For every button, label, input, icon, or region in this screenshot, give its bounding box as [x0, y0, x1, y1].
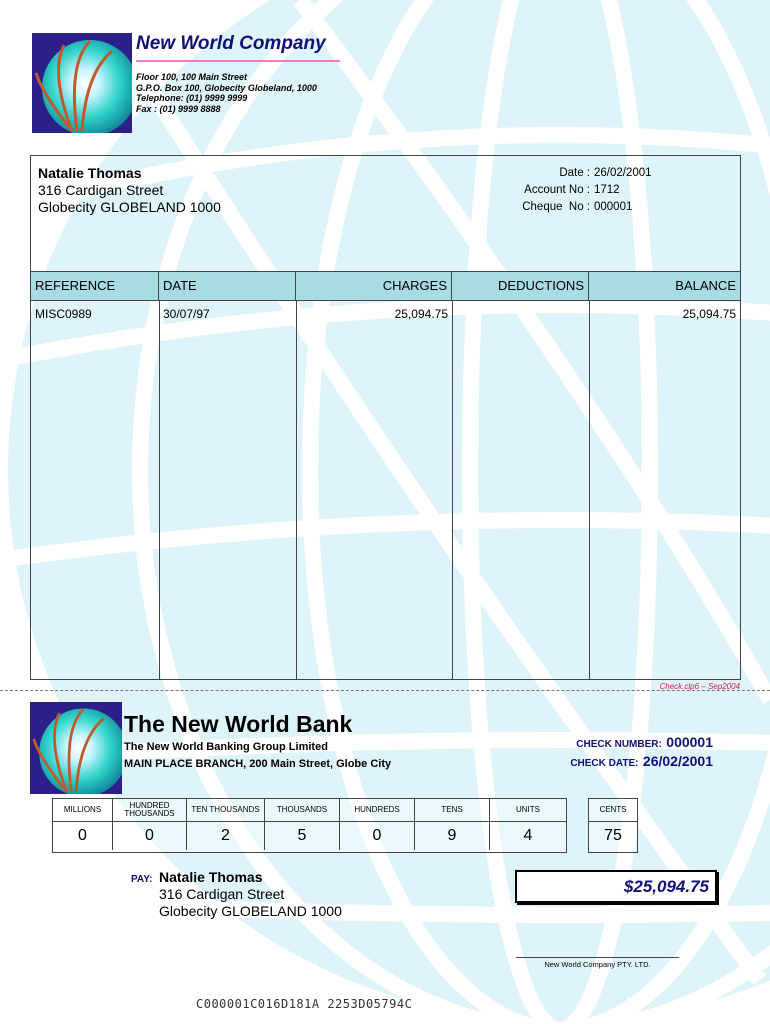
check-number-value: 000001: [666, 734, 713, 750]
tear-line: [0, 690, 770, 691]
company-address-line: Floor 100, 100 Main Street: [136, 72, 248, 82]
digit-header-millions: MILLIONS: [53, 799, 113, 821]
digit-millions: 0: [53, 822, 113, 850]
digit-header-hundred-thousands: HUNDRED THOUSANDS: [113, 799, 187, 821]
digit-tens: 9: [415, 822, 490, 850]
cents-box: [588, 798, 638, 853]
digit-thousands: 5: [265, 822, 340, 850]
account-label: Account No :: [524, 184, 590, 196]
cheque-value: 000001: [594, 201, 633, 213]
column-header-reference: REFERENCE: [31, 272, 159, 300]
digit-header-thousands: THOUSANDS: [265, 799, 340, 821]
recipient-name: Natalie Thomas: [38, 165, 142, 181]
recipient-city: Globecity GLOBELAND 1000: [38, 199, 221, 215]
company-logo: [32, 33, 132, 133]
header-underline: [31, 300, 740, 301]
column-header-date: DATE: [159, 272, 296, 300]
date-label: Date :: [559, 167, 590, 179]
payee-street: 316 Cardigan Street: [159, 886, 285, 902]
digit-ten-thousands: 2: [187, 822, 265, 850]
column-divider: [159, 300, 160, 680]
amount-value: $25,094.75: [623, 877, 709, 896]
cents-header-divider: [589, 821, 637, 822]
column-divider: [452, 300, 453, 680]
digit-header-units: UNITS: [516, 805, 540, 814]
digit-header-divider: [53, 821, 566, 822]
check-date-row: [570, 753, 713, 771]
digit-hundreds: 0: [340, 822, 415, 850]
company-phone: Telephone: (01) 9999 9999: [136, 93, 248, 103]
bank-branch: MAIN PLACE BRANCH, 200 Main Street, Globe City: [124, 758, 392, 770]
column-header-charges: CHARGES: [296, 272, 452, 300]
table-row-charges: 25,094.75: [394, 307, 448, 321]
check-date-value: 26/02/2001: [642, 753, 713, 769]
payee-name: Natalie Thomas: [159, 869, 263, 885]
cents-header: CENTS: [599, 805, 627, 814]
account-value: 1712: [594, 184, 620, 196]
company-name: New World Company: [136, 33, 326, 54]
check-number-label: CHECK NUMBER:: [576, 739, 662, 750]
column-divider: [296, 300, 297, 680]
bank-group: The New World Banking Group Limited: [124, 741, 328, 753]
company-fax: Fax : (01) 9999 8888: [136, 103, 221, 114]
cheque-label: Cheque No :: [522, 201, 590, 213]
bank-logo: [30, 702, 122, 794]
signature-line: [516, 957, 679, 958]
payee-city: Globecity GLOBELAND 1000: [159, 903, 342, 919]
company-name-underline: [136, 60, 340, 62]
digit-header-tens: TENS: [415, 799, 490, 821]
digit-header-ten-thousands: TEN THOUSANDS: [187, 799, 265, 821]
column-header-deductions: DEDUCTIONS: [452, 272, 589, 300]
digit-header-hundreds: HUNDREDS: [340, 799, 415, 821]
digit-hundred-thousands: 0: [113, 822, 187, 850]
table-row-date: 30/07/97: [163, 307, 210, 321]
check-date-label: CHECK DATE:: [570, 758, 639, 769]
table-row-balance: 25,094.75: [682, 307, 736, 321]
date-value: 26/02/2001: [594, 167, 652, 179]
amount-box: [515, 870, 717, 903]
micr-line: C000001C016D181A 2253D05794C: [196, 997, 413, 1011]
company-address-line: G.P.O. Box 100, Globecity Globeland, 1000: [136, 82, 317, 93]
ledger-table: [31, 271, 740, 680]
statement-box: [30, 155, 741, 680]
column-header-balance: BALANCE: [589, 272, 740, 300]
bank-name: The New World Bank: [124, 711, 353, 737]
signature-caption: New World Company PTY. LTD.: [544, 960, 651, 969]
recipient-street: 316 Cardigan Street: [38, 182, 164, 198]
form-reference-note: Check.clp6 – Sep2004: [659, 682, 740, 691]
pay-label: PAY:: [131, 874, 153, 885]
column-divider: [589, 300, 590, 680]
check-number-row: [576, 734, 713, 752]
company-address: [136, 72, 317, 114]
table-row-reference: MISC0989: [35, 307, 92, 321]
amount-digits-grid: [52, 798, 567, 853]
digit-units: 4: [523, 827, 533, 844]
cents-value: 75: [604, 827, 622, 844]
